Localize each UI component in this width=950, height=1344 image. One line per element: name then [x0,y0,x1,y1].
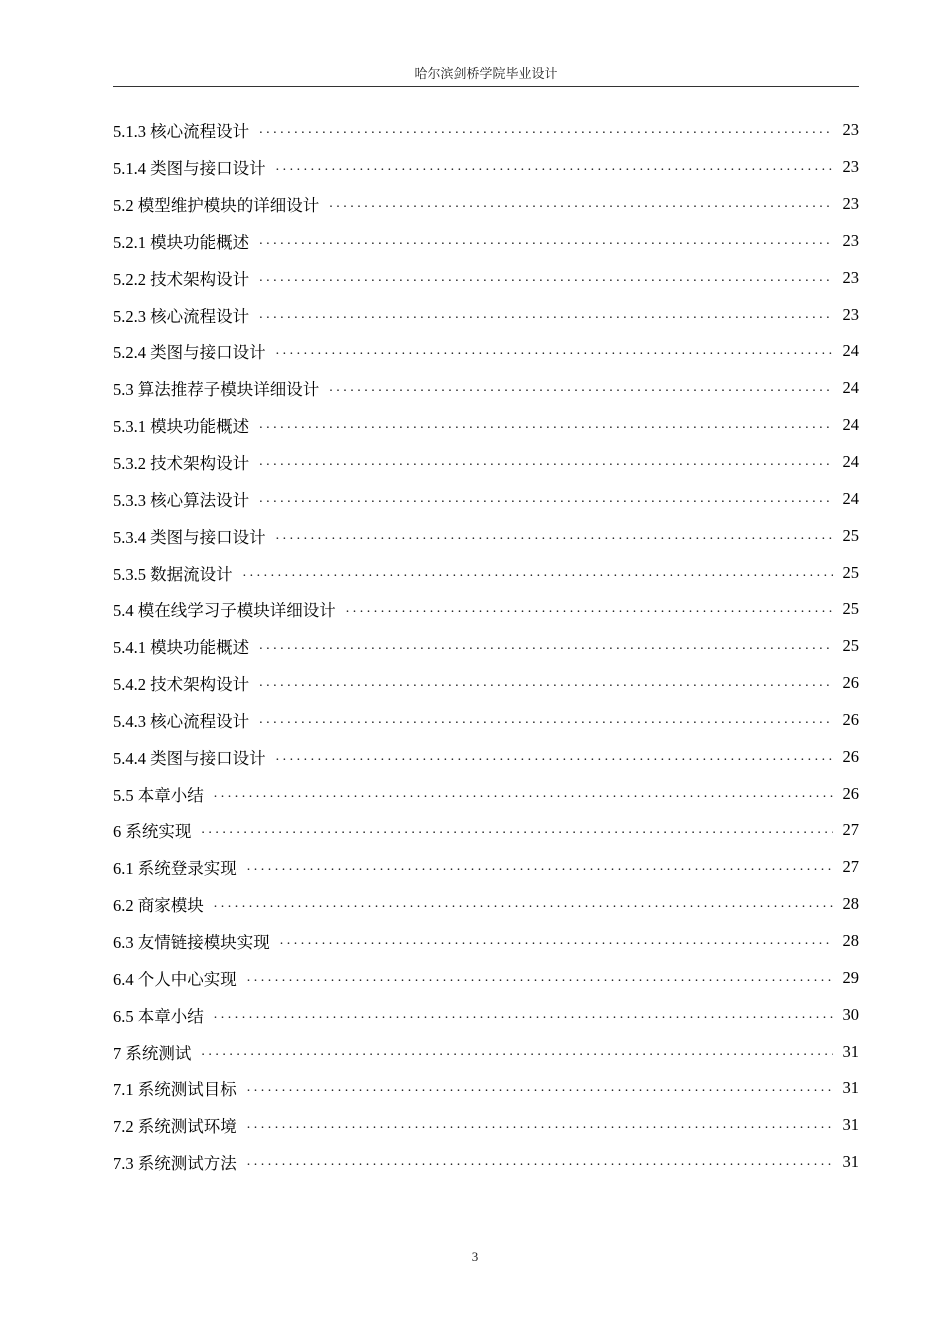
toc-entry[interactable] [113,665,859,702]
toc-entry[interactable] [113,1144,859,1181]
toc-leader-dots [214,896,833,912]
toc-entry-page: 25 [842,525,859,545]
toc-entry[interactable] [113,149,859,186]
toc-entry-label: 7.2 系统测试环境 [113,1117,237,1137]
toc-entry[interactable] [113,517,859,554]
toc-entry-page: 26 [842,746,859,766]
toc-entry-page: 30 [842,1004,859,1024]
toc-leader-dots [259,307,833,323]
toc-entry-label: 5.4.4 类图与接口设计 [113,748,266,768]
toc-entry-label: 6 系统实现 [113,822,192,842]
toc-entry-label: 5.2.3 核心流程设计 [113,306,250,326]
table-of-contents [113,112,859,1180]
toc-entry-page: 27 [842,857,859,877]
toc-entry-label: 5.3.1 模块功能概述 [113,417,250,437]
toc-entry-page: 31 [842,1041,859,1061]
toc-entry[interactable] [113,186,859,223]
toc-entry[interactable] [113,444,859,481]
toc-entry-page: 28 [842,930,859,950]
toc-entry[interactable] [113,1033,859,1070]
toc-entry-page: 26 [842,783,859,803]
toc-leader-dots [276,343,833,359]
toc-entry-label: 7.1 系统测试目标 [113,1080,237,1100]
toc-entry-page: 24 [842,452,859,472]
toc-entry[interactable] [113,591,859,628]
toc-leader-dots [259,233,833,249]
toc-entry-page: 31 [842,1152,859,1172]
toc-entry-page: 31 [842,1078,859,1098]
toc-entry[interactable] [113,370,859,407]
toc-entry[interactable] [113,480,859,517]
toc-entry-page: 31 [842,1115,859,1135]
toc-entry-label: 5.2 模型维护模块的详细设计 [113,196,320,216]
toc-entry-page: 25 [842,599,859,619]
toc-entry-label: 5.2.1 模块功能概述 [113,232,250,252]
toc-leader-dots [247,1154,833,1170]
toc-entry-label: 5.1.3 核心流程设计 [113,122,250,142]
toc-entry-page: 25 [842,636,859,656]
toc-entry-page: 28 [842,894,859,914]
toc-leader-dots [201,1044,833,1060]
toc-entry[interactable] [113,886,859,923]
toc-entry[interactable] [113,112,859,149]
toc-leader-dots [247,1080,833,1096]
toc-entry[interactable] [113,554,859,591]
toc-leader-dots [329,380,833,396]
toc-entry-page: 24 [842,378,859,398]
toc-leader-dots [247,1117,833,1133]
toc-entry-label: 5.4.1 模块功能概述 [113,638,250,658]
toc-leader-dots [259,454,833,470]
toc-leader-dots [259,638,833,654]
toc-leader-dots [280,933,833,949]
toc-leader-dots [259,712,833,728]
toc-entry[interactable] [113,628,859,665]
toc-entry-page: 26 [842,709,859,729]
toc-entry-page: 23 [842,304,859,324]
toc-entry-label: 5.4.3 核心流程设计 [113,711,250,731]
toc-entry-page: 25 [842,562,859,582]
toc-entry-label: 5.4.2 技术架构设计 [113,675,250,695]
toc-entry[interactable] [113,407,859,444]
toc-leader-dots [214,1007,833,1023]
toc-leader-dots [276,749,833,765]
toc-leader-dots [259,491,833,507]
toc-leader-dots [259,675,833,691]
toc-leader-dots [259,417,833,433]
toc-entry-page: 24 [842,415,859,435]
toc-entry[interactable] [113,1070,859,1107]
toc-entry-page: 26 [842,673,859,693]
toc-entry-page: 23 [842,194,859,214]
toc-entry-page: 23 [842,267,859,287]
toc-entry[interactable] [113,775,859,812]
toc-entry-page: 24 [842,341,859,361]
toc-entry-label: 6.4 个人中心实现 [113,969,237,989]
toc-entry-label: 5.4 模在线学习子模块详细设计 [113,601,336,621]
toc-leader-dots [259,122,833,138]
toc-leader-dots [346,601,833,617]
toc-leader-dots [276,528,833,544]
toc-entry[interactable] [113,959,859,996]
toc-entry-page: 23 [842,120,859,140]
toc-leader-dots [276,159,833,175]
toc-entry[interactable] [113,923,859,960]
toc-entry-label: 5.5 本章小结 [113,785,204,805]
toc-entry-label: 7.3 系统测试方法 [113,1154,237,1174]
toc-entry[interactable] [113,996,859,1033]
page-number: 3 [471,1249,479,1264]
toc-entry-label: 6.5 本章小结 [113,1006,204,1026]
toc-entry-label: 5.3.4 类图与接口设计 [113,527,266,547]
toc-entry-label: 5.3.5 数据流设计 [113,564,233,584]
toc-entry[interactable] [113,812,859,849]
toc-entry[interactable] [113,1107,859,1144]
toc-entry[interactable] [113,333,859,370]
toc-entry[interactable] [113,849,859,886]
page-header-title: 哈尔滨剑桥学院毕业设计 [414,66,558,81]
toc-entry-label: 5.2.4 类图与接口设计 [113,343,266,363]
toc-entry[interactable] [113,296,859,333]
toc-entry-label: 5.1.4 类图与接口设计 [113,159,266,179]
toc-entry-label: 5.3.3 核心算法设计 [113,490,250,510]
toc-leader-dots [243,565,833,581]
toc-entry-page: 23 [842,157,859,177]
toc-entry-label: 6.3 友情链接模块实现 [113,932,270,952]
toc-entry-page: 23 [842,230,859,250]
toc-leader-dots [214,786,833,802]
toc-entry-label: 5.2.2 技术架构设计 [113,269,250,289]
toc-entry-label: 6.2 商家模块 [113,896,204,916]
toc-entry[interactable] [113,223,859,260]
toc-leader-dots [247,859,833,875]
toc-entry-label: 6.1 系统登录实现 [113,859,237,879]
toc-leader-dots [259,270,833,286]
header-divider [113,86,859,87]
toc-entry-label: 5.3 算法推荐子模块详细设计 [113,380,320,400]
toc-entry-page: 24 [842,488,859,508]
toc-entry[interactable] [113,702,859,739]
toc-entry-label: 7 系统测试 [113,1043,192,1063]
toc-entry-page: 27 [842,820,859,840]
toc-entry-page: 29 [842,967,859,987]
toc-leader-dots [247,970,833,986]
toc-entry[interactable] [113,259,859,296]
toc-entry[interactable] [113,738,859,775]
toc-leader-dots [201,822,833,838]
toc-leader-dots [329,196,833,212]
toc-entry-label: 5.3.2 技术架构设计 [113,454,250,474]
